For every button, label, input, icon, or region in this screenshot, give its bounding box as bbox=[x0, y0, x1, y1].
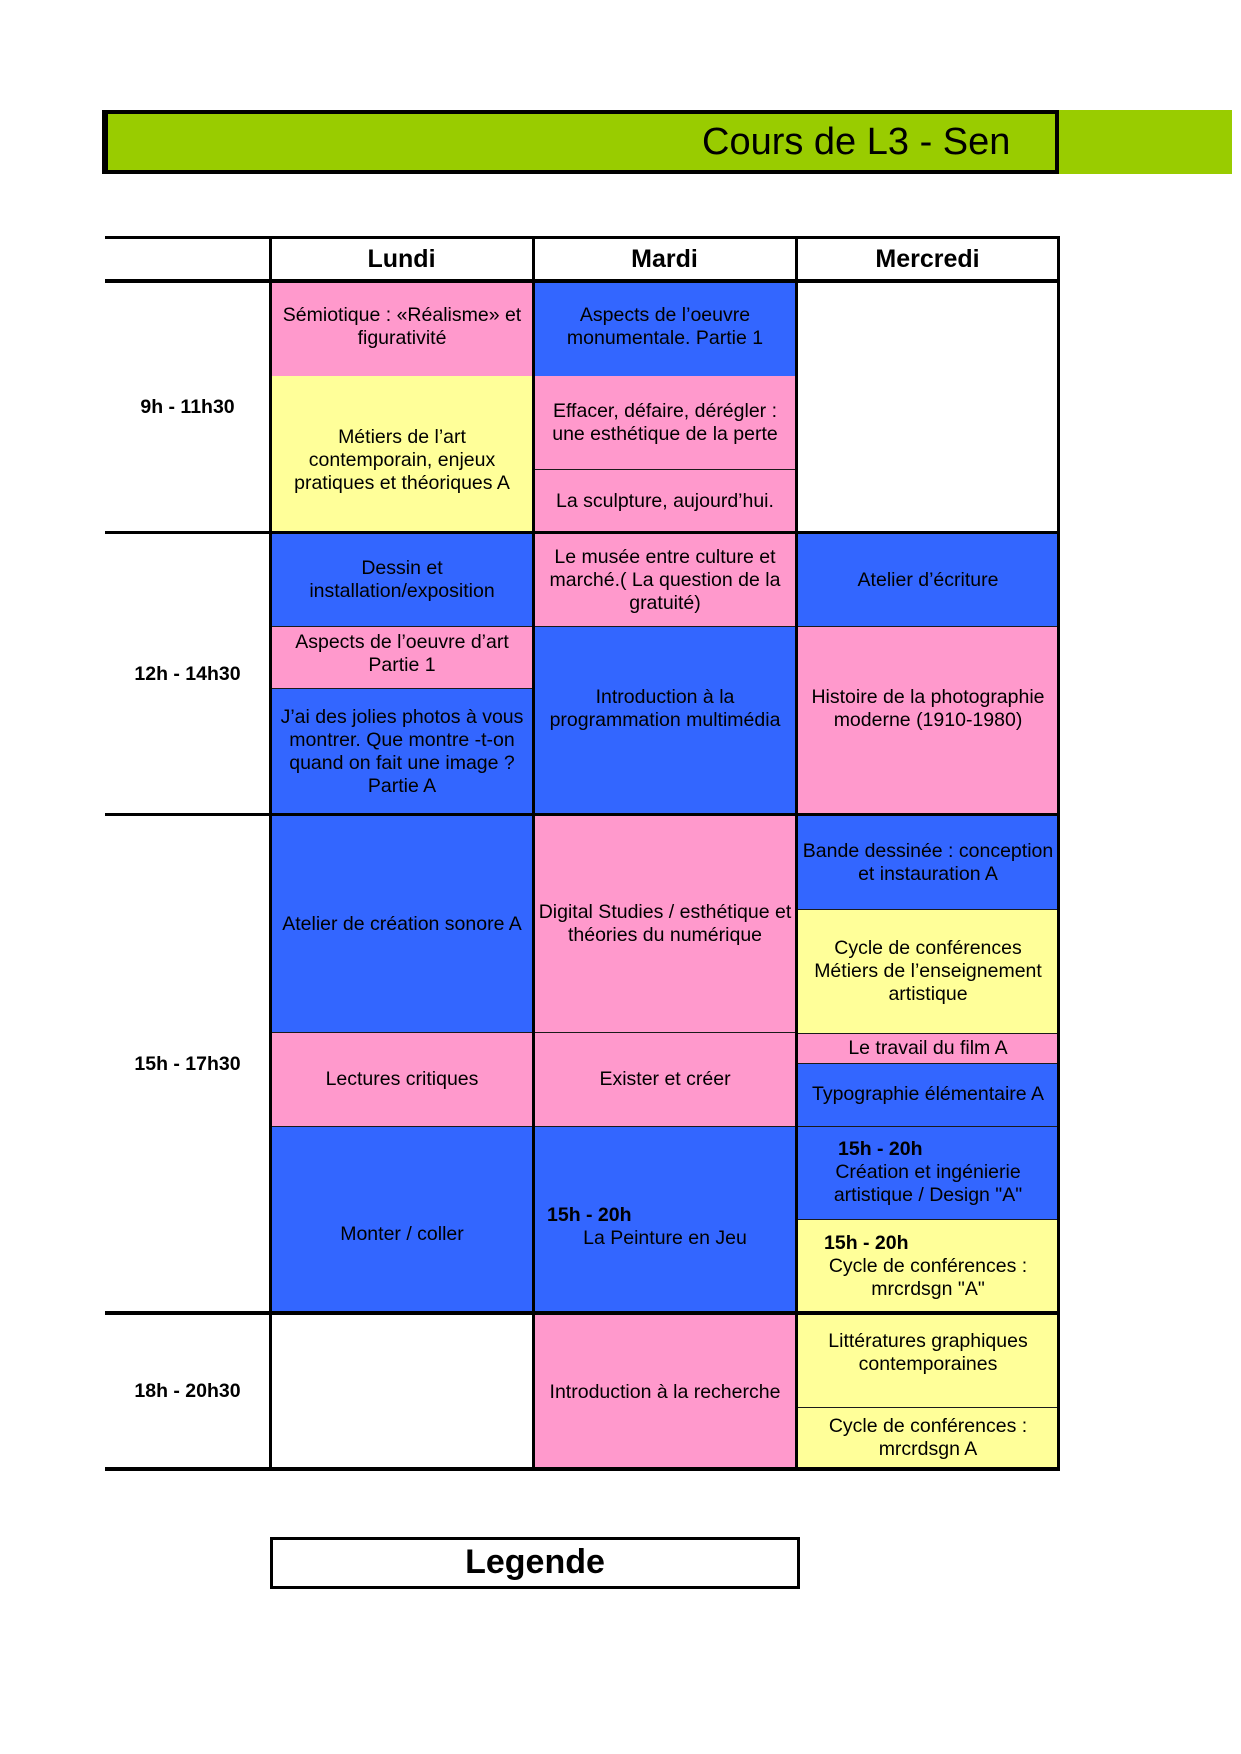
time-slot-2: 12h - 14h30 bbox=[134, 662, 241, 685]
course-semiotique: Sémiotique : «Réalisme» et figurativité bbox=[272, 282, 532, 376]
course-sculpture: La sculpture, aujourd’hui. bbox=[535, 469, 795, 533]
grid-line bbox=[532, 236, 535, 1471]
grid-line bbox=[105, 1311, 1060, 1315]
day-header-mardi: Mardi bbox=[533, 239, 796, 279]
course-time: 15h - 20h bbox=[838, 1138, 923, 1160]
course-introduction-recherche: Introduction à la recherche bbox=[535, 1315, 795, 1469]
course-bande-dessinee: Bande dessinée : conception et instauration A bbox=[798, 816, 1058, 909]
course-label: Cycle de conférences : mrcrdsgn "A" bbox=[828, 1254, 1028, 1300]
grid-line bbox=[105, 531, 1060, 534]
divider bbox=[798, 1219, 1058, 1220]
divider bbox=[535, 1126, 795, 1127]
grid-line bbox=[795, 236, 798, 1471]
course-lectures-critiques: Lectures critiques bbox=[272, 1032, 532, 1126]
grid-line bbox=[105, 813, 1060, 816]
course-creation-sonore: Atelier de création sonore A bbox=[272, 816, 532, 1032]
course-peinture-en-jeu bbox=[535, 1126, 795, 1313]
empty-cell bbox=[798, 282, 1058, 533]
course-atelier-ecriture: Atelier d’écriture bbox=[798, 534, 1058, 626]
divider bbox=[535, 469, 795, 470]
divider bbox=[798, 1407, 1058, 1408]
grid-line bbox=[105, 1467, 1060, 1471]
course-cycle-metiers-enseignement: Cycle de conférences Métiers de l’enseignement artistique bbox=[798, 909, 1058, 1033]
divider bbox=[798, 626, 1058, 627]
divider bbox=[798, 1126, 1058, 1127]
course-jolies-photos: J’ai des jolies photos à vous montrer. Que montre -t-on quand on fait une image ? Partie A bbox=[272, 688, 532, 815]
course-histoire-photographie: Histoire de la photographie moderne (1910-1980) bbox=[798, 626, 1058, 815]
divider bbox=[798, 1063, 1058, 1064]
divider bbox=[535, 1032, 795, 1033]
legend-title: Legende bbox=[270, 1537, 800, 1589]
course-cycle-mrcrdsgn-a: Cycle de conférences : mrcrdsgn A bbox=[798, 1407, 1058, 1469]
course-time: 15h - 20h bbox=[824, 1231, 909, 1254]
day-header-mercredi: Mercredi bbox=[796, 239, 1059, 279]
grid-line bbox=[105, 279, 1060, 283]
divider bbox=[798, 1033, 1058, 1034]
divider bbox=[272, 688, 532, 689]
time-slot-3: 15h - 17h30 bbox=[134, 1052, 241, 1075]
course-label: Création et ingénierie artistique / Design "A" bbox=[833, 1161, 1023, 1206]
time-slot-4: 18h - 20h30 bbox=[134, 1379, 241, 1402]
grid-line bbox=[105, 236, 1060, 239]
course-digital-studies: Digital Studies / esthétique et théories du numérique bbox=[535, 816, 795, 1032]
empty-cell bbox=[272, 1315, 532, 1469]
grid-line bbox=[269, 236, 272, 1471]
page-title: Cours de L3 - Sen bbox=[702, 121, 1011, 163]
course-litteratures-graphiques: Littératures graphiques contemporaines bbox=[798, 1315, 1058, 1407]
grid-line bbox=[1057, 236, 1060, 1471]
course-programmation-multimedia: Introduction à la programmation multimédia bbox=[535, 626, 795, 815]
course-label: La Peinture en Jeu bbox=[583, 1226, 747, 1249]
divider bbox=[535, 626, 795, 627]
course-effacer-defaire: Effacer, défaire, dérégler : une esthétique de la perte bbox=[535, 376, 795, 469]
time-slot-1: 9h - 11h30 bbox=[140, 395, 235, 418]
course-monter-coller: Monter / coller bbox=[272, 1126, 532, 1313]
course-travail-film: Le travail du film A bbox=[798, 1033, 1058, 1063]
title-bar bbox=[102, 110, 1232, 174]
divider bbox=[272, 626, 532, 627]
course-cycle-mrcrdsgn bbox=[798, 1219, 1058, 1313]
divider bbox=[272, 1126, 532, 1127]
course-typographie: Typographie élémentaire A bbox=[798, 1063, 1058, 1126]
course-dessin-installation: Dessin et installation/exposition bbox=[272, 534, 532, 626]
course-aspects-oeuvre-art: Aspects de l’oeuvre d’art Partie 1 bbox=[272, 626, 532, 688]
divider bbox=[798, 909, 1058, 910]
course-time: 15h - 20h bbox=[547, 1203, 632, 1226]
divider bbox=[272, 1032, 532, 1033]
course-metiers-art: Métiers de l’art contemporain, enjeux pratiques et théoriques A bbox=[272, 376, 532, 533]
day-header-lundi: Lundi bbox=[270, 239, 533, 279]
course-oeuvre-monumentale: Aspects de l’oeuvre monumentale. Partie 1 bbox=[535, 282, 795, 376]
course-creation-ingenierie bbox=[798, 1126, 1058, 1219]
course-exister-creer: Exister et créer bbox=[535, 1032, 795, 1126]
course-musee-culture: Le musée entre culture et marché.( La question de la gratuité) bbox=[535, 534, 795, 626]
